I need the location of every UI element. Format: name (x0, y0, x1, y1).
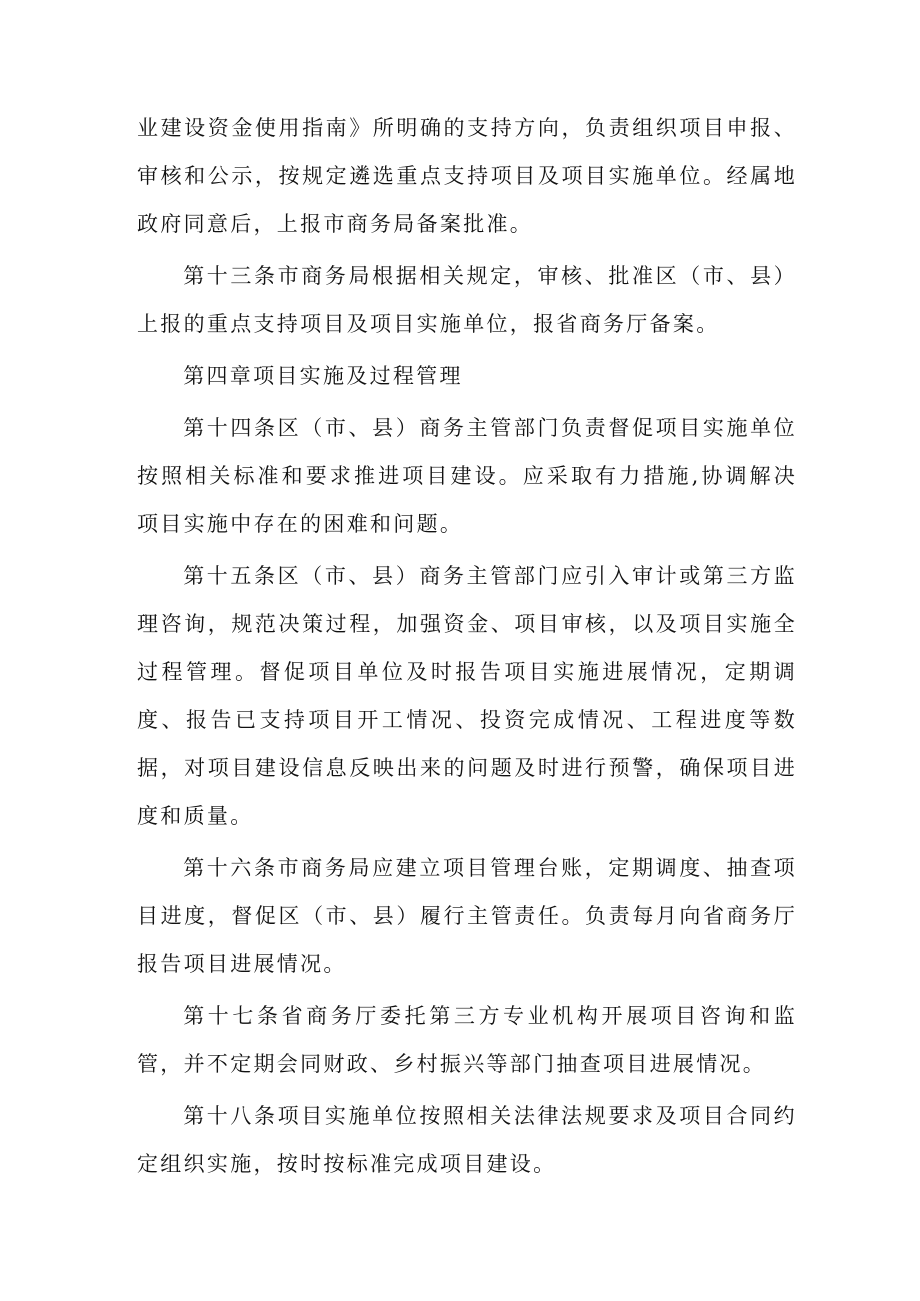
paragraph-continuation: 业建设资金使用指南》所明确的支持方向，负责组织项目申报、审核和公示，按规定遴选重点支持项目及项目实施单位。经属地政府同意后，上报市商务局备案批准。 (137, 116, 797, 236)
paragraph-article-15: 第十五条区（市、县）商务主管部门应引入审计或第三方监理咨询，规范决策过程，加强资金、项目审核，以及项目实施全过程管理。督促项目单位及时报告项目实施进展情况，定期调度、报告已支持项目开工情况、投资完成情况、工程进度等数据，对项目建设信息反映出来的问题及时进行预警，确保项目进度和质量。 (137, 564, 797, 828)
document-body (137, 104, 797, 1192)
paragraph-article-18: 第十八条项目实施单位按照相关法律法规要求及项目合同约定组织实施，按时按标准完成项目建设。 (137, 1104, 797, 1176)
chapter-heading-4: 第四章项目实施及过程管理 (183, 364, 463, 388)
paragraph-article-14: 第十四条区（市、县）商务主管部门负责督促项目实施单位按照相关标准和要求推进项目建设。应采取有力措施,协调解决项目实施中存在的困难和问题。 (137, 416, 797, 536)
paragraph-article-13: 第十三条市商务局根据相关规定，审核、批准区（市、县）上报的重点支持项目及项目实施单位，报省商务厅备案。 (137, 264, 797, 336)
paragraph-article-17: 第十七条省商务厅委托第三方专业机构开展项目咨询和监管，并不定期会同财政、乡村振兴等部门抽查项目进展情况。 (137, 1004, 797, 1076)
paragraph-article-16: 第十六条市商务局应建立项目管理台账，定期调度、抽查项目进度，督促区（市、县）履行主管责任。负责每月向省商务厅报告项目进展情况。 (137, 856, 797, 976)
